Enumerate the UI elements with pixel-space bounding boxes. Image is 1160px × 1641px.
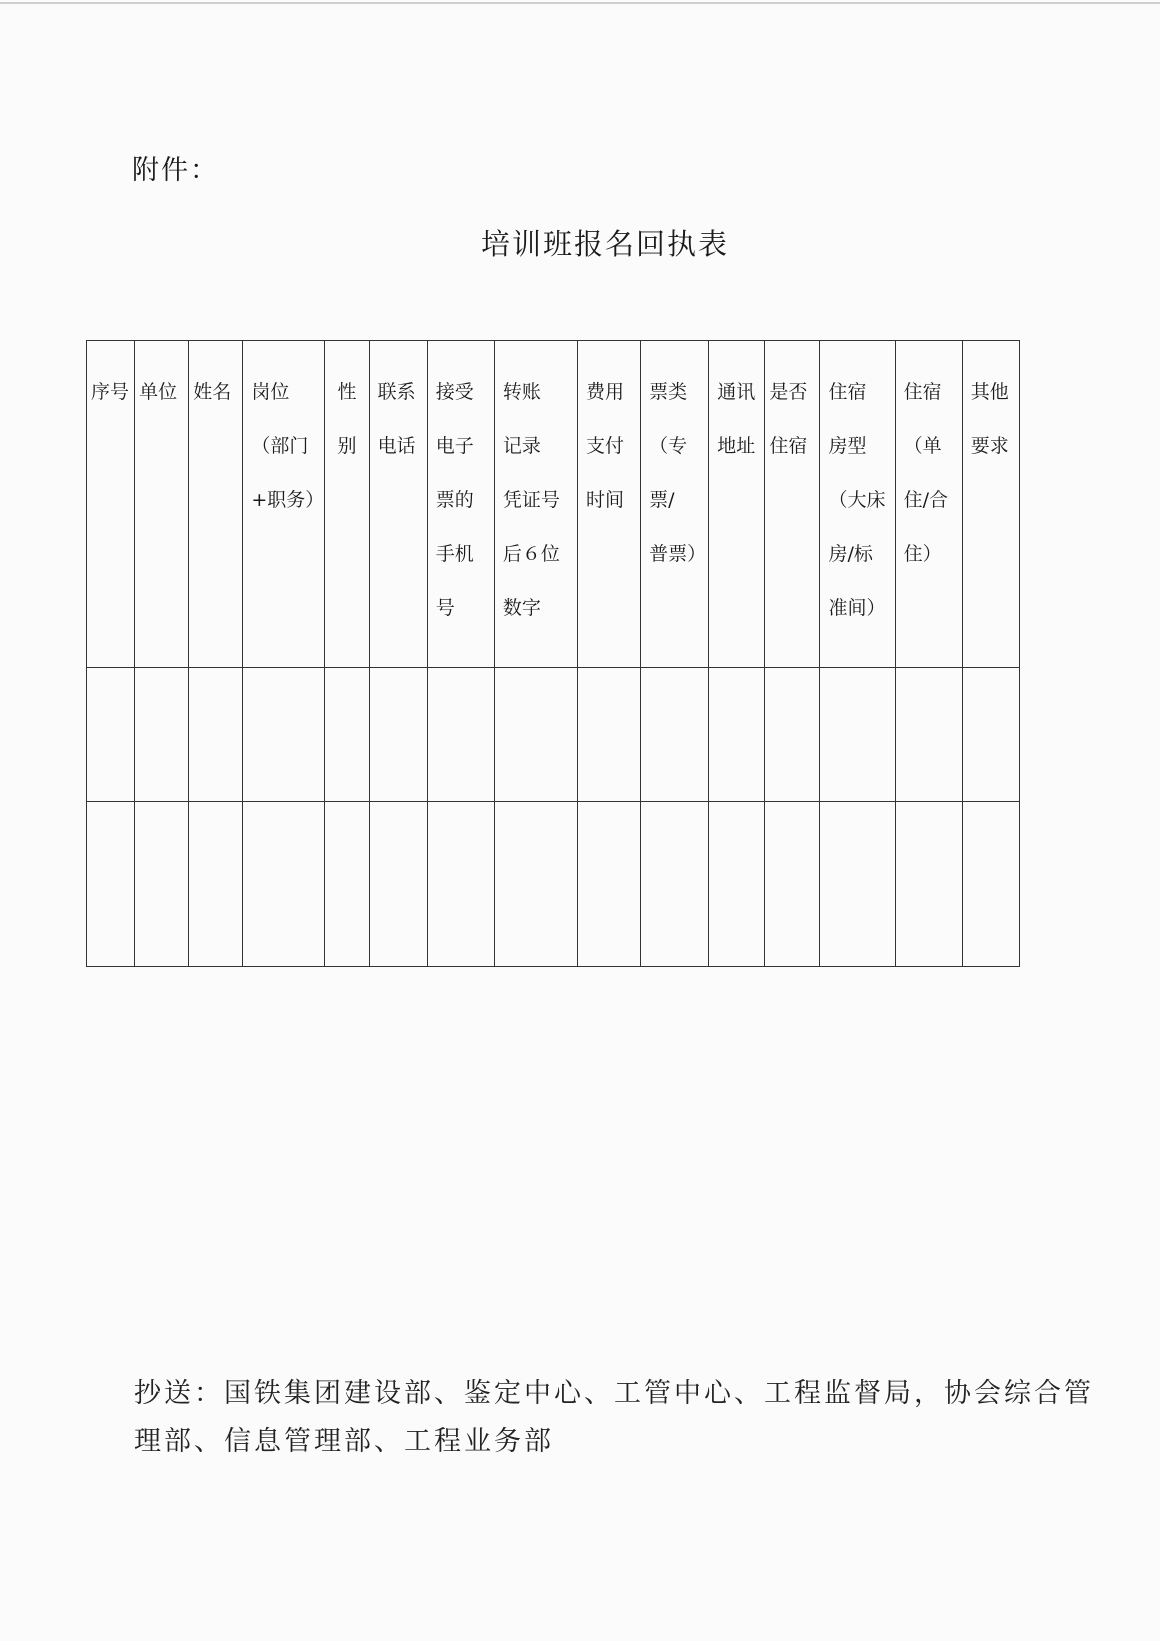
column-header: [709, 341, 765, 668]
table-cell: [494, 668, 577, 802]
table-cell: [189, 802, 243, 967]
table-cell: [494, 802, 577, 967]
page-top-edge: [0, 2, 1160, 4]
column-header: [325, 341, 369, 668]
column-header: [189, 341, 243, 668]
column-header: [243, 341, 325, 668]
column-header: [494, 341, 577, 668]
table-cell: [578, 668, 641, 802]
column-header-label: 费用 支付 时间: [586, 381, 625, 511]
column-header-label: 性 别: [337, 381, 357, 457]
table-cell: [578, 802, 641, 967]
table-cell: [765, 668, 820, 802]
column-header: [820, 341, 895, 668]
table-cell: [765, 802, 820, 967]
column-header: [765, 341, 820, 668]
table-cell: [820, 668, 895, 802]
table-cell: [87, 668, 135, 802]
column-header-label: 是否 住宿: [769, 381, 808, 457]
column-header: [962, 341, 1019, 668]
table-cell: [135, 802, 189, 967]
table-cell: [895, 802, 962, 967]
column-header: [641, 341, 709, 668]
table-cell: [709, 802, 765, 967]
registration-table: [86, 340, 1020, 967]
column-header-label: 住宿 房型 （大床 房/标 准间）: [828, 381, 886, 619]
table-cell: [369, 668, 427, 802]
column-header: [895, 341, 962, 668]
column-header-label: 票类 （专 票/ 普票）: [649, 381, 707, 565]
column-header: [369, 341, 427, 668]
column-header-label: 住宿 （单 住/合 住）: [903, 381, 949, 565]
column-header-label: 联系 电话: [377, 381, 416, 457]
table-cell: [641, 668, 709, 802]
column-header-label: 接受 电子 票的 手机 号: [435, 381, 474, 619]
table-cell: [641, 802, 709, 967]
table-cell: [709, 668, 765, 802]
table-cell: [325, 668, 369, 802]
table-cell: [135, 668, 189, 802]
table-cell: [243, 802, 325, 967]
column-header: [135, 341, 189, 668]
column-header-label: 通讯 地址: [717, 381, 756, 457]
table-cell: [369, 802, 427, 967]
column-header-label: 单位: [139, 381, 178, 403]
column-header-label: 转账 记录 凭证号 后６位 数字: [502, 381, 560, 619]
table-cell: [895, 668, 962, 802]
column-header: [427, 341, 494, 668]
attachment-label: 附件：: [132, 155, 219, 186]
table-cell: [962, 668, 1019, 802]
cc-distribution-list: 抄送：国铁集团建设部、鉴定中心、工管中心、工程监督局，协会综合管理部、信息管理部、工程业务部: [134, 1378, 1094, 1457]
table-cell: [243, 668, 325, 802]
table-row: [87, 802, 1020, 967]
column-header-label: 姓名: [193, 381, 232, 403]
table-cell: [427, 668, 494, 802]
column-header-label: 其他 要求: [970, 381, 1009, 457]
table-cell: [427, 802, 494, 967]
table-cell: [962, 802, 1019, 967]
column-header: [87, 341, 135, 668]
table-cell: [189, 668, 243, 802]
table-header-row: [87, 341, 1020, 668]
table-cell: [820, 802, 895, 967]
table-row: [87, 668, 1020, 802]
document-title: 培训班报名回执表: [480, 227, 729, 261]
column-header: [578, 341, 641, 668]
column-header-label: 序号: [91, 381, 130, 403]
column-header-label: 岗位 （部门 +职务）: [251, 381, 325, 511]
table-cell: [325, 802, 369, 967]
table-cell: [87, 802, 135, 967]
